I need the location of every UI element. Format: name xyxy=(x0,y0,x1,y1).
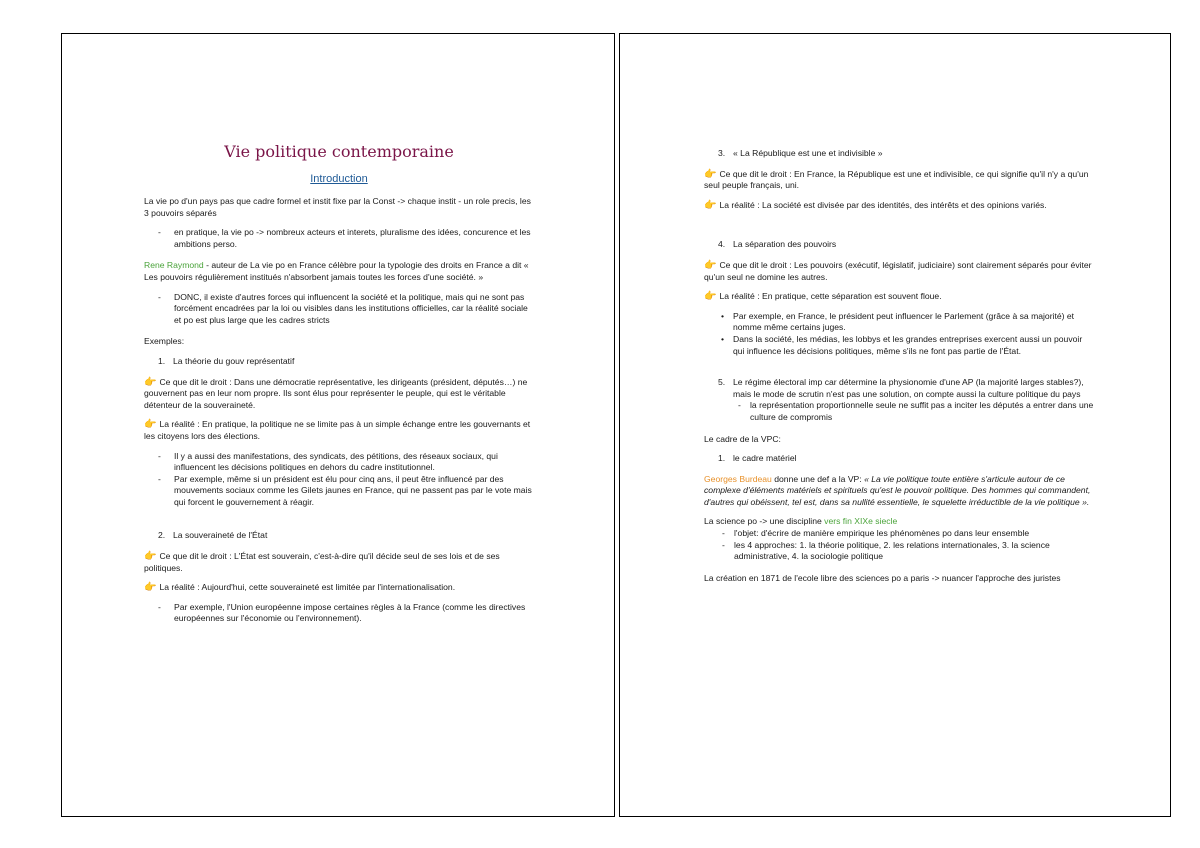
document-page-1 xyxy=(61,33,615,817)
list-item: - Il y a aussi des manifestations, des syndicats, des pétitions, des réseaux sociaux, qui influencent les décisions politiques en dehors du cadre institutionnel. xyxy=(158,450,498,473)
page-1-content xyxy=(144,137,534,635)
pointing-hand-icon: 👉 xyxy=(704,291,717,303)
pointing-hand-icon: 👉 xyxy=(144,419,157,431)
list-item: - Par exemple, même si un président est élu pour cinq ans, il peut être influencé par des mouvements sociaux comme les Gilets jaunes en France, qui ne passent pas par le vote mais qui forcent le gouvernement à réagir. xyxy=(158,473,532,507)
list-item: - Par exemple, l'Union européenne impose certaines règles à la France (comme les directives européennes sur l'économie ou l'environnement). xyxy=(158,601,526,624)
pointing-hand-icon: 👉 xyxy=(704,259,717,271)
numbered-heading-4: 4. La séparation des pouvoirs xyxy=(718,239,837,250)
realite-paragraph-1: 👉 La réalité : En pratique, la politique ne se limite pas à un simple échange entre les gouvernants et les citoyens lors des élections. xyxy=(144,419,531,441)
creation-paragraph: La création en 1871 de l'ecole libre des sciences po a paris -> nuancer l'approche des juristes xyxy=(704,572,1061,583)
list-item: - la représentation proportionnelle seule ne suffit pas a inciter les députés a entrer dans une culture de compromis xyxy=(738,400,1094,422)
pointing-hand-icon: 👉 xyxy=(144,551,157,563)
list-item: • Par exemple, en France, le président peut influencer le Parlement (grâce à sa majorité) et nomme même certains juges. xyxy=(721,310,1075,333)
document-title: Vie politique contemporaine xyxy=(224,142,454,161)
examples-label: Exemples: xyxy=(144,336,185,347)
intro-paragraph: La vie po d'un pays pas que cadre formel et instit fixe par la Const -> chaque instit - un role precis, les 3 pouvoirs séparés xyxy=(144,196,531,218)
numbered-item-5: 5. Le régime électoral imp car détermine la physionomie d'une AP (la majorité larges stables?), mais le mode de scrutin n'est pas une solution, on compte aussi la culture politique du pays xyxy=(718,377,1084,399)
science-paragraph: La science po -> une discipline vers fin XIXe siecle xyxy=(704,516,898,527)
pointing-hand-icon: 👉 xyxy=(704,168,717,180)
pointing-hand-icon: 👉 xyxy=(704,199,717,211)
droit-paragraph-3: 👉 Ce que dit le droit : En France, la République est une et indivisible, ce qui signifie qu'il n'y a qu'un seul peuple français, uni. xyxy=(704,168,1089,191)
droit-paragraph-1: 👉 Ce que dit le droit : Dans une démocratie représentative, les dirigeants (président, députés…) ne gouvernent pas en leur nom propre. Ils sont élus pour représenter le peuple, qui est le véritable détenteur de la souveraineté. xyxy=(144,376,528,410)
intro-dash-text: en pratique, la vie po -> nombreux acteurs et interets, pluralisme des idées, concurence et les ambitions perso. xyxy=(174,227,531,249)
numbered-heading-cadre-1: 1. le cadre matériel xyxy=(718,453,797,464)
list-item: - DONC, il existe d'autres forces qui influencent la société et la politique, mais qui ne sont pas forcément encadrées par la loi ou visibles dans les institutions officielles, car la réalité sociale et po est plus large que les cadres stricts xyxy=(158,291,528,325)
numbered-heading-1: 1. La théorie du gouv représentatif xyxy=(158,355,295,366)
list-item: - en pratique, la vie po -> nombreux acteurs et interets, pluralisme des idées, concurence et les ambitions perso. xyxy=(158,227,531,249)
burdeau-paragraph: Georges Burdeau donne une def a la VP: « La vie politique toute entière s'articule autour de ce complexe d'éléments matériels et spirituels qu'est le pouvoir politique. Des hommes qui commandent, d'autres qui obéissent, tel est, dans sa nullité essentielle, le squelette irréductible de la vie politique ». xyxy=(704,473,1091,507)
author-name-raymond: Rene Raymond xyxy=(144,260,204,271)
raymond-paragraph xyxy=(144,260,534,283)
list-item: - les 4 approches: 1. la théorie politique, 2. les relations internationales, 3. la science administrative, 4. la sociologie politique xyxy=(722,539,1050,562)
science-period: vers fin XIXe siecle xyxy=(824,516,898,527)
page-2-content xyxy=(704,148,1094,592)
list-item: • Dans la société, les médias, les lobbys et les grandes entreprises exercent aussi un pouvoir qui influence les décisions politiques, même s'ils ne font pas partie de l'État. xyxy=(721,333,1083,356)
raymond-text: - auteur de La vie po en France célèbre pour la typologie des droits en France a dit « Les pouvoirs régulièrement institués n'absorbent jamais toutes les forces d'une société. » xyxy=(144,260,529,282)
cadre-label: Le cadre de la VPC: xyxy=(704,433,781,444)
pointing-hand-icon: 👉 xyxy=(144,582,157,594)
realite-paragraph-3: 👉 La réalité : La société est divisée par des identités, des intérêts et des opinions variés. xyxy=(704,199,1047,211)
author-name-burdeau: Georges Burdeau xyxy=(704,473,772,484)
droit-paragraph-4: 👉 Ce que dit le droit : Les pouvoirs (exécutif, législatif, judiciaire) sont clairement séparés pour éviter qu'un seul ne domine les autres. xyxy=(704,259,1092,282)
droit-paragraph-2: 👉 Ce que dit le droit : L'État est souverain, c'est-à-dire qu'il décide seul de ses lois et de ses politiques. xyxy=(144,551,500,573)
list-item: - l'objet: d'écrire de manière empirique les phénomènes po dans leur ensemble xyxy=(722,528,1030,539)
document-page-2 xyxy=(619,33,1171,817)
numbered-heading-2: 2. La souveraineté de l'État xyxy=(158,530,268,541)
pointing-hand-icon: 👉 xyxy=(144,376,157,388)
realite-paragraph-4: 👉 La réalité : En pratique, cette séparation est souvent floue. xyxy=(704,291,942,303)
burdeau-quote: « La vie politique toute entière s'articule autour de ce complexe d'éléments matériels et spirituels qu'est le pouvoir politique. Des hommes qui commandent, d'autres qui obéissent, tel est, dans sa nullité essentielle, le squelette irréductible de la vie politique ». xyxy=(704,473,1091,507)
realite-paragraph-2: 👉 La réalité : Aujourd'hui, cette souveraineté est limitée par l'internationalisation. xyxy=(144,582,456,594)
section-heading-introduction[interactable]: Introduction xyxy=(310,173,368,185)
numbered-heading-3: 3. « La République est une et indivisible » xyxy=(718,148,883,158)
donc-dash-text: DONC, il existe d'autres forces qui influencent la société et la politique, mais qui ne sont pas forcément encadrées par la loi ou visibles dans les institutions officielles, car la réalité sociale et po est plus large que les cadres stricts xyxy=(174,291,528,325)
